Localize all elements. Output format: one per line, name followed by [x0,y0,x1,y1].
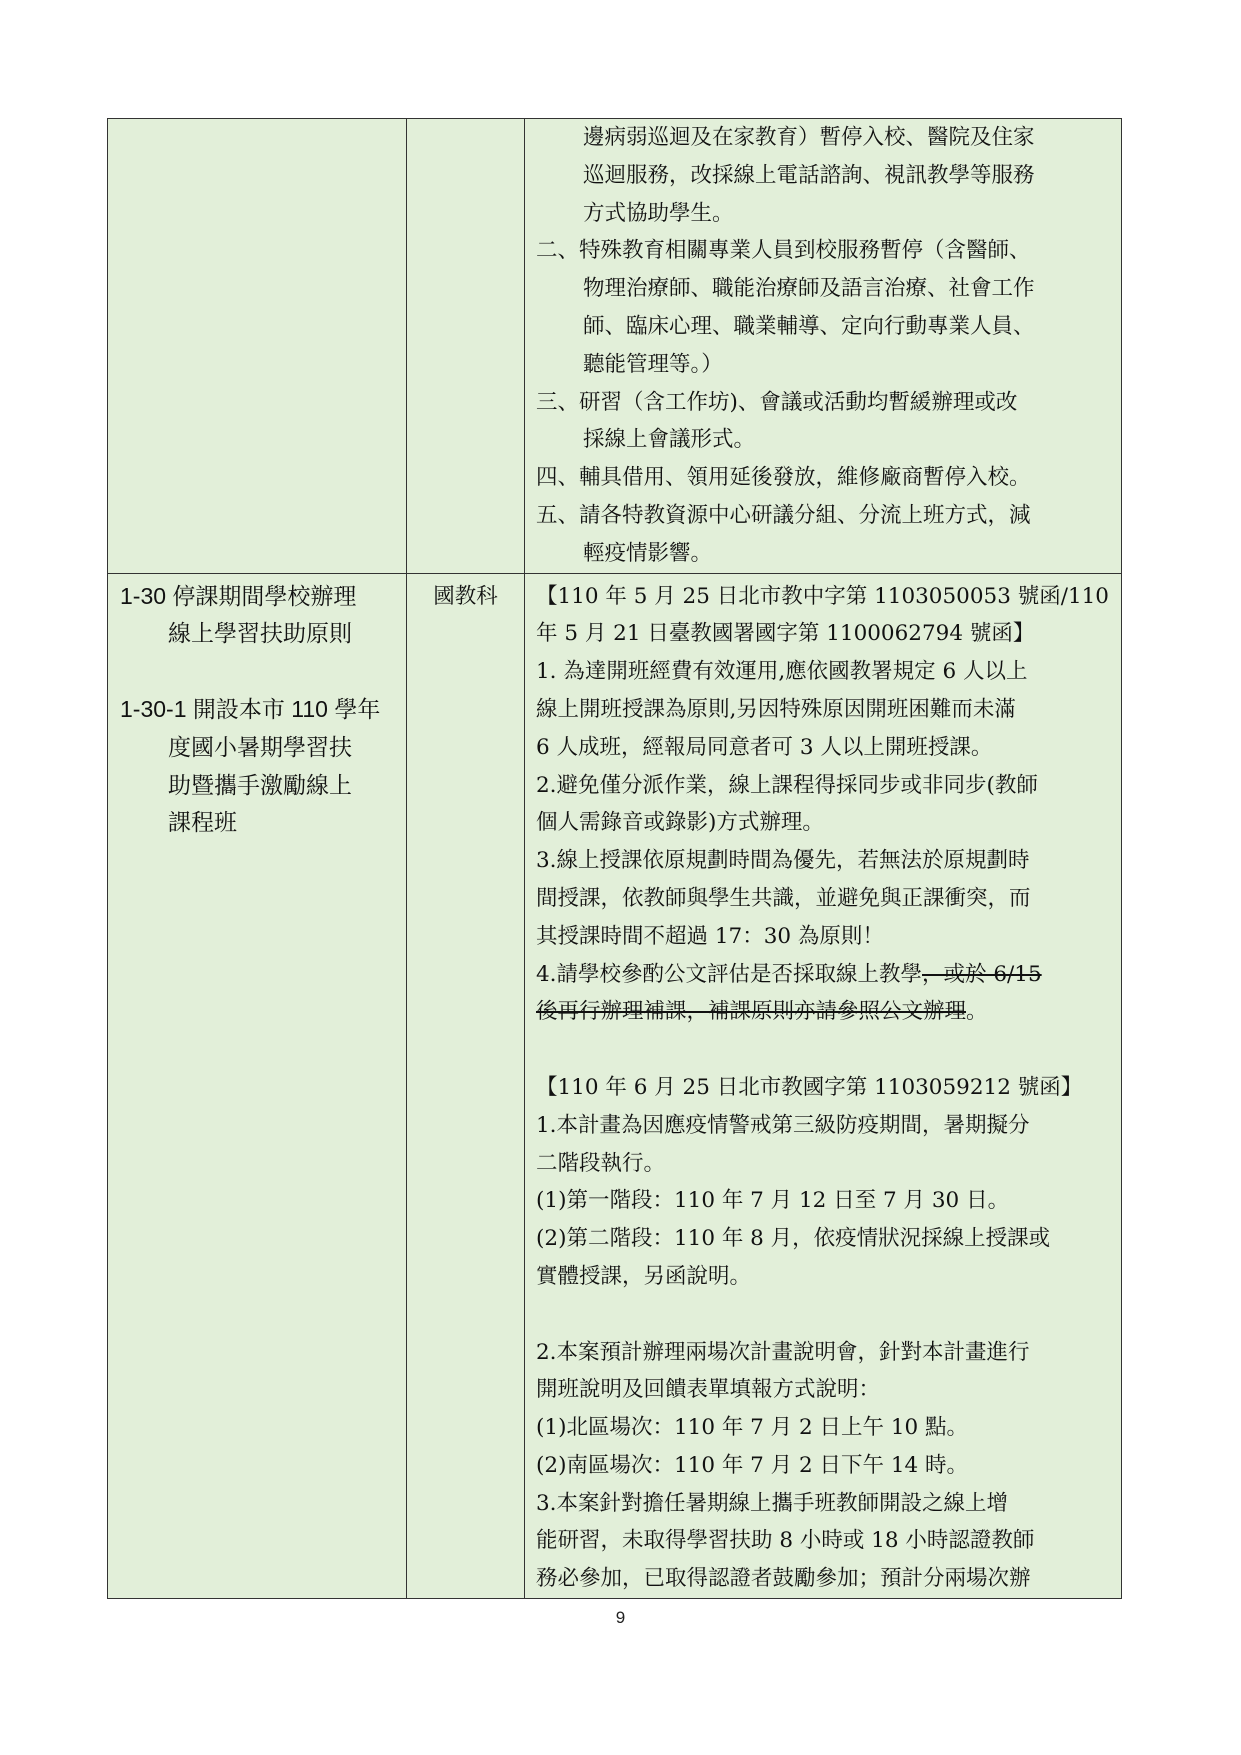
unit-label: 國教科 [433,583,498,609]
content-line: 務必參加，已取得認證者鼓勵參加；預計分兩場次辦 [536,1566,1031,1592]
content-line: 2.避免僅分派作業，線上課程得採同步或非同步(教師 [536,772,1038,798]
content-line: 【110 年 5 月 25 日北市教中字第 1103050053 號函/110 [536,583,1109,609]
content-line: 2.本案預計辦理兩場次計畫說明會，針對本計畫進行 [536,1339,1030,1365]
content-line: 1.本計畫為因應疫情警戒第三級防疫期間，暑期擬分 [536,1112,1030,1138]
content-line: 1. 為達開班經費有效運用,應依國教署規定 6 人以上 [536,659,1028,685]
content-line: 二、特殊教育相關專業人員到校服務暫停（含醫師、 [536,238,1031,264]
item-heading-cont: 線上學習扶助原則 [168,620,352,647]
content-line: 聽能管理等。） [583,351,723,377]
content-line: (1)第一階段：110 年 7 月 12 日至 7 月 30 日。 [536,1188,1010,1214]
struck-text: 後再行辦理補課，補課原則亦請參照公文辦理 [536,999,967,1025]
content-line: 方式協助學生。 [583,200,734,226]
content-line: 間授課，依教師與學生共識，並避免與正課衝突，而 [536,885,1031,911]
content-line [536,956,1109,994]
content-line: 開班說明及回饋表單填報方式說明： [536,1377,881,1403]
spacer [120,653,396,691]
unit-cell-empty [407,119,525,574]
page-number: 9 [615,1608,626,1627]
content-text: 4.請學校參酌公文評估是否採取線上教學 [536,961,923,987]
spacer [536,1296,1109,1334]
content-line [536,993,1109,1031]
content-line: 師、臨床心理、職業輔導、定向行動專業人員、 [583,313,1035,339]
content-line: 年 5 月 21 日臺教國署國字第 1100062794 號函】 [536,621,1035,647]
content-line: 輕疫情影響。 [583,540,713,566]
content-line: 其授課時間不超過 17：30 為原則！ [536,923,884,949]
spacer [536,1031,1109,1069]
content-line: 實體授課，另函說明。 [536,1263,752,1289]
content-line: 能研習，未取得學習扶助 8 小時或 18 小時認證教師 [536,1528,1035,1554]
item-cell [108,573,407,1599]
content-line: 二階段執行。 [536,1150,666,1176]
content-line: 三、研習（含工作坊)、會議或活動均暫緩辦理或改 [536,389,1018,415]
subitem-heading: 1-30-1 開設本市 110 學年 [120,695,381,722]
content-line: (2)第二階段：110 年 8 月，依疫情狀況採線上授課或 [536,1226,1051,1252]
subitem-heading-cont: 助暨攜手激勵線上 [168,771,352,798]
content-cell [525,119,1122,574]
content-line: 邊病弱巡迴及在家教育）暫停入校、醫院及住家 [583,125,1035,150]
subitem-heading-cont: 度國小暑期學習扶 [168,733,352,760]
table-row [108,573,1122,1599]
item-heading: 1-30 停課期間學校辦理 [120,582,357,609]
content-line: 線上開班授課為原則,另因特殊原因開班困難而未滿 [536,696,1016,722]
content-text: 。 [966,999,988,1025]
content-line: (1)北區場次：110 年 7 月 2 日上午 10 點。 [536,1415,969,1441]
content-line: 【110 年 6 月 25 日北市教國字第 1103059212 號函】 [536,1074,1083,1100]
content-line: 6 人成班，經報局同意者可 3 人以上開班授課。 [536,734,993,760]
subitem-heading-cont: 課程班 [168,809,237,836]
content-line: 物理治療師、職能治療師及語言治療、社會工作 [583,276,1035,302]
content-line: 四、輔具借用、領用延後發放，維修廠商暫停入校。 [536,465,1031,491]
content-line: 個人需錄音或錄影)方式辦理。 [536,810,824,836]
content-line: 3.本案針對擔任暑期線上攜手班教師開設之線上增 [536,1490,1009,1516]
item-cell-empty [108,119,407,574]
content-cell [525,573,1122,1599]
content-line: 採線上會議形式。 [583,427,756,453]
content-line: 巡迴服務，改採線上電話諮詢、視訊教學等服務 [583,162,1035,188]
struck-text: ，或於 6/15 [922,961,1042,987]
content-line: (2)南區場次：110 年 7 月 2 日下午 14 時。 [536,1452,969,1478]
content-line: 3.線上授課依原規劃時間為優先，若無法於原規劃時 [536,848,1030,874]
content-line: 五、請各特教資源中心研議分組、分流上班方式，減 [536,502,1031,528]
table-row [108,119,1122,574]
unit-cell [407,573,525,1599]
document-table [107,118,1122,1599]
